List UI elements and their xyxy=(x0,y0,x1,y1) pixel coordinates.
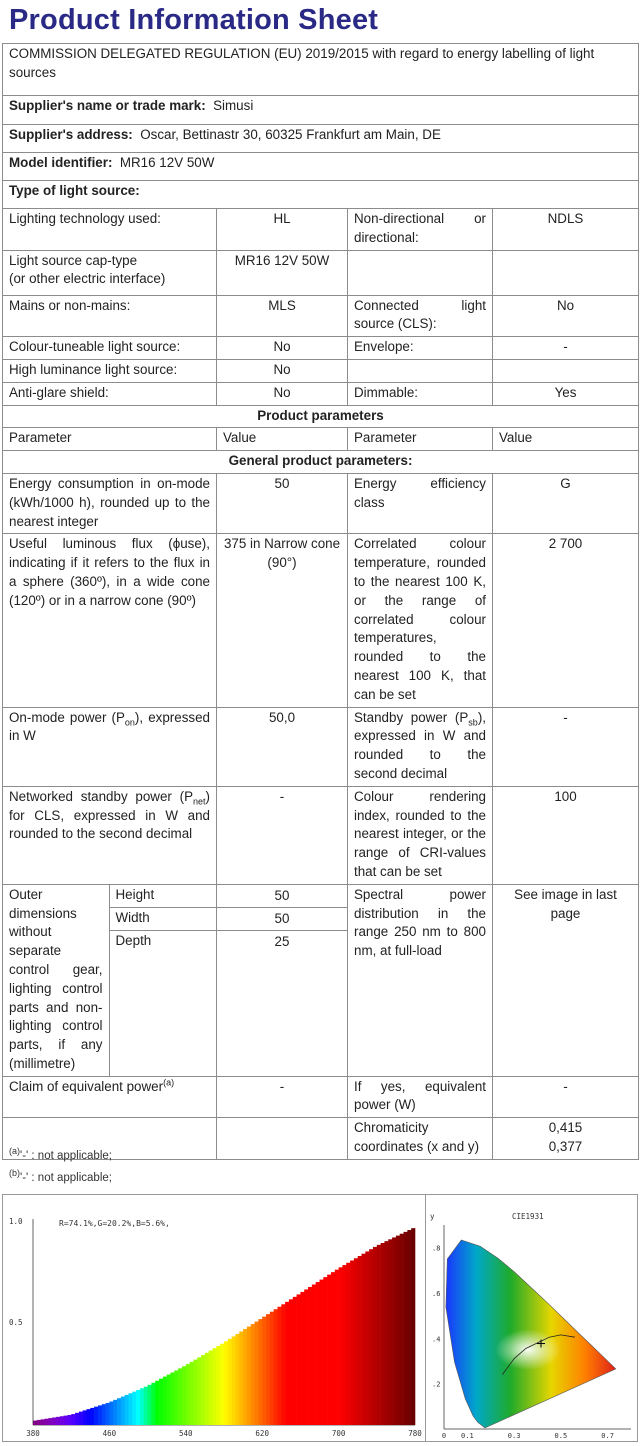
type-param: High luminance light source: xyxy=(3,359,217,382)
type-param: Dimmable: xyxy=(348,382,493,405)
product-parameters-header: Product parameters xyxy=(3,405,639,428)
spectrum-bar xyxy=(411,1228,415,1425)
spectrum-bar xyxy=(404,1232,408,1425)
type-value: No xyxy=(217,337,348,360)
spectrum-bar xyxy=(109,1402,113,1425)
model-row xyxy=(3,153,639,181)
type-value: HL xyxy=(217,209,348,251)
standby-power-value: - xyxy=(493,707,639,786)
spectrum-bar xyxy=(266,1314,270,1425)
spectrum-bar xyxy=(251,1324,255,1425)
spectrum-bar xyxy=(151,1383,155,1425)
spectrum-bar xyxy=(56,1417,60,1425)
equivalent-power-value: - xyxy=(493,1076,639,1118)
type-value: No xyxy=(493,295,639,337)
regulation-text: COMMISSION DELEGATED REGULATION (EU) 2019/2015 with regard to energy labelling of light sources xyxy=(3,44,639,96)
spectrum-bar xyxy=(106,1403,110,1425)
spectrum-bar xyxy=(132,1392,136,1425)
cie-white-region xyxy=(495,1329,560,1370)
spectrum-bar xyxy=(304,1289,308,1425)
spectrum-bar xyxy=(155,1381,159,1425)
spectrum-bar xyxy=(277,1307,281,1425)
chromaticity-label: Chromaticity coordinates (x and y) xyxy=(348,1118,493,1160)
equivalent-claim-sup: (a) xyxy=(163,1077,175,1088)
spectrum-bar xyxy=(136,1390,140,1425)
cri-label: Colour rendering index, rounded to the nearest integer, or the range of CRI-values that can be set xyxy=(348,786,493,884)
spectrum-bar xyxy=(44,1419,48,1425)
supplier-name-row xyxy=(3,96,639,125)
spectrum-bar xyxy=(190,1362,194,1425)
spectrum-bar xyxy=(41,1419,45,1425)
product-info-table xyxy=(2,43,639,1160)
spectrum-bar xyxy=(247,1327,251,1425)
spectrum-title: R=74.1%,G=20.2%,B=5.6%, xyxy=(59,1219,170,1228)
cie-y-tick: .4 xyxy=(432,1335,441,1344)
spectrum-bar xyxy=(216,1346,220,1425)
cie-y-tick: .2 xyxy=(432,1380,441,1389)
model-label: Model identifier: xyxy=(9,155,113,170)
spectrum-bar xyxy=(48,1418,52,1425)
height-label: Height xyxy=(109,885,216,908)
spectrum-bar xyxy=(262,1317,266,1425)
standby-power-label xyxy=(348,707,493,786)
general-parameters-header: General product parameters: xyxy=(3,451,639,474)
type-param xyxy=(348,359,493,382)
cie-x-tick: 0 xyxy=(441,1432,447,1440)
spectrum-bar xyxy=(255,1322,259,1425)
spectrum-bar xyxy=(373,1247,377,1425)
cie-x-tick: 0.5 xyxy=(554,1432,568,1440)
spectrum-bar xyxy=(407,1230,411,1425)
luminous-flux-label: Useful luminous flux (ϕuse), indicating if it refers to the flux in a sphere (360º), in a wide cone (120º) or in a narrow cone (90º) xyxy=(3,534,217,707)
type-header: Type of light source: xyxy=(3,181,639,209)
on-mode-power-text: ), expressed in W xyxy=(9,709,210,744)
spectrum-bar xyxy=(167,1375,171,1425)
spectrum-bar xyxy=(148,1385,152,1425)
type-value: MLS xyxy=(217,295,348,337)
outer-dimensions-cell xyxy=(3,884,217,1076)
depth-label: Depth xyxy=(115,932,152,948)
page-title: Product Information Sheet xyxy=(9,4,379,36)
type-value: - xyxy=(493,337,639,360)
on-mode-power-label xyxy=(3,707,217,786)
type-value xyxy=(493,250,639,295)
spectrum-bar xyxy=(377,1245,381,1425)
cie-x-ticks xyxy=(442,1432,614,1440)
spectrum-bar xyxy=(197,1357,201,1425)
spectrum-bar xyxy=(98,1405,102,1425)
col-header-value: Value xyxy=(493,428,639,451)
cap-type-sublabel: (or other electric interface) xyxy=(9,271,166,287)
spectrum-bar xyxy=(316,1282,320,1425)
spectrum-bar xyxy=(270,1312,274,1425)
standby-power-text: Standby power (P xyxy=(354,709,469,725)
type-value: No xyxy=(217,382,348,405)
cap-type-label: Light source cap-type xyxy=(9,252,138,268)
footnote-text: '-' : not applicable; xyxy=(20,1150,112,1162)
footnote-mark: (a) xyxy=(9,1146,20,1157)
width-value: 50 xyxy=(217,908,347,931)
spectrum-x-tick: 380 xyxy=(26,1429,40,1438)
type-param xyxy=(3,250,217,295)
spectrum-bar xyxy=(285,1302,289,1425)
spectrum-bar xyxy=(163,1377,167,1425)
spectrum-chart xyxy=(2,1194,427,1442)
equivalent-claim-value: - xyxy=(217,1076,348,1118)
type-value: Yes xyxy=(493,382,639,405)
supplier-address-label: Supplier's address: xyxy=(9,127,133,142)
cie-x-tick: 0.7 xyxy=(601,1432,614,1440)
spectrum-bar xyxy=(365,1251,369,1425)
spectrum-bar xyxy=(232,1336,236,1425)
spectrum-bar xyxy=(289,1299,293,1425)
cie-y-tick: .6 xyxy=(432,1290,441,1298)
depth-value: 25 xyxy=(274,933,290,949)
spectrum-bar xyxy=(94,1407,98,1425)
energy-class-value: G xyxy=(493,473,639,533)
spectrum-x-tick: 700 xyxy=(331,1429,346,1438)
footnote-text: '-' : not applicable; xyxy=(20,1172,112,1184)
networked-standby-sub: net xyxy=(193,796,206,807)
spectrum-bar xyxy=(159,1379,163,1425)
equivalent-claim-label xyxy=(3,1076,217,1118)
luminous-flux-value: 375 in Narrow cone (90°) xyxy=(217,534,348,707)
height-value: 50 xyxy=(217,885,347,908)
spectrum-bar xyxy=(113,1400,117,1425)
spectrum-x-tick: 460 xyxy=(102,1429,117,1438)
spectral-label: Spectral power distribution in the range 250 nm to 800 nm, at full-load xyxy=(348,884,493,1076)
supplier-address-row xyxy=(3,125,639,153)
spectrum-bar xyxy=(140,1388,144,1425)
cct-label: Correlated colour temperature, rounded to the nearest 100 K, or the range of correlated colour temperatures, rounded to the nearest 100 K, that can be set xyxy=(348,534,493,707)
networked-standby-label xyxy=(3,786,217,884)
spectrum-bar xyxy=(213,1348,217,1425)
type-param: Non-directional or directional: xyxy=(348,209,493,251)
spectrum-x-tick: 540 xyxy=(179,1429,193,1438)
model-value: MR16 12V 50W xyxy=(119,155,215,170)
spectrum-bar xyxy=(354,1258,358,1425)
spectrum-bar xyxy=(258,1319,262,1425)
spectrum-bar xyxy=(186,1364,190,1425)
outer-dimensions-subtable xyxy=(3,885,216,1076)
standby-power-text: ), expressed in W and rounded to the second decimal xyxy=(354,709,486,781)
footnote xyxy=(9,1145,112,1167)
spectrum-bar xyxy=(297,1294,301,1425)
footnotes xyxy=(9,1145,112,1189)
spectrum-bar xyxy=(90,1408,94,1425)
spectrum-bar xyxy=(193,1360,197,1425)
spectrum-bar xyxy=(75,1413,79,1425)
supplier-name-label: Supplier's name or trade mark: xyxy=(9,98,206,113)
spectrum-bar xyxy=(335,1270,339,1425)
spectrum-bar xyxy=(209,1351,213,1425)
spectrum-bar xyxy=(274,1309,278,1425)
spectrum-bar xyxy=(362,1254,366,1425)
energy-consumption-label: Energy consumption in on-mode (kWh/1000 h), rounded up to the nearest integer xyxy=(3,473,217,533)
type-param: Anti-glare shield: xyxy=(3,382,217,405)
spectrum-y-tick: 1.0 xyxy=(9,1217,23,1226)
type-param: Colour-tuneable light source: xyxy=(3,337,217,360)
cri-value: 100 xyxy=(493,786,639,884)
outer-dimensions-values xyxy=(217,884,348,1076)
cie-title: CIE1931 xyxy=(512,1212,544,1221)
spectrum-bar xyxy=(312,1285,316,1425)
spectrum-bar xyxy=(121,1397,125,1425)
networked-standby-text: ) for CLS, expressed in W and rounded to the second decimal xyxy=(9,788,210,842)
spectrum-bar xyxy=(331,1272,335,1425)
spectrum-bar xyxy=(400,1234,404,1425)
type-param: Connected light source (CLS): xyxy=(348,295,493,337)
spectrum-bar xyxy=(52,1417,56,1425)
standby-power-sub: sb xyxy=(468,717,478,728)
cie-x-tick: 0.3 xyxy=(507,1432,521,1440)
outer-dimensions-label: Outer dimensions without separate control gear, lighting control parts and non-lighting control parts, if any (millimetre) xyxy=(3,885,109,1076)
col-header-parameter: Parameter xyxy=(3,428,217,451)
spectrum-bar xyxy=(33,1421,37,1425)
spectrum-x-tick: 620 xyxy=(255,1429,269,1438)
cie-chart xyxy=(425,1194,638,1442)
spectrum-bar xyxy=(60,1416,64,1425)
spectrum-bar xyxy=(125,1395,129,1425)
spectrum-bar xyxy=(171,1372,175,1425)
type-param: Envelope: xyxy=(348,337,493,360)
cct-value: 2 700 xyxy=(493,534,639,707)
spectrum-bar xyxy=(346,1263,350,1425)
chromaticity-y: 0,377 xyxy=(548,1139,583,1155)
spectrum-bar xyxy=(71,1414,75,1425)
spectrum-bar xyxy=(220,1344,224,1425)
spectrum-bar xyxy=(224,1341,228,1425)
empty-cell xyxy=(217,1118,348,1160)
type-value: No xyxy=(217,359,348,382)
spectrum-bar xyxy=(235,1334,239,1425)
type-param xyxy=(348,250,493,295)
spectrum-y-tick: 0.5 xyxy=(9,1318,23,1327)
spectrum-bar xyxy=(205,1353,209,1425)
spectrum-x-tick: 780 xyxy=(408,1429,422,1438)
spectrum-bar xyxy=(102,1404,106,1425)
spectrum-bar xyxy=(129,1393,133,1425)
spectrum-bar xyxy=(174,1370,178,1425)
chromaticity-values xyxy=(493,1118,639,1160)
cie-svg xyxy=(426,1195,637,1441)
spectrum-bar xyxy=(323,1277,327,1425)
spectrum-bar xyxy=(358,1256,362,1425)
spectrum-bar xyxy=(384,1241,388,1425)
supplier-name-value: Simusi xyxy=(213,98,254,113)
spectrum-bar xyxy=(64,1416,68,1425)
spectrum-bar xyxy=(342,1265,346,1425)
cie-y-ticks xyxy=(432,1245,440,1389)
networked-standby-value: - xyxy=(217,786,348,884)
chromaticity-x: 0,415 xyxy=(548,1120,583,1136)
spectrum-bar xyxy=(392,1237,396,1425)
spectrum-bar xyxy=(281,1304,285,1425)
spectrum-bar xyxy=(300,1292,304,1425)
footnote-mark: (b) xyxy=(9,1168,20,1179)
spectrum-bar xyxy=(369,1249,373,1425)
type-param: Lighting technology used: xyxy=(3,209,217,251)
spectrum-bar xyxy=(243,1329,247,1425)
type-value: MR16 12V 50W xyxy=(217,250,348,295)
spectrum-bar xyxy=(79,1412,83,1425)
on-mode-power-sub: on xyxy=(124,717,135,728)
spectrum-bar xyxy=(350,1261,354,1425)
spectrum-bar xyxy=(178,1368,182,1425)
spectrum-bar xyxy=(83,1410,87,1425)
cie-y-tick: .8 xyxy=(432,1244,441,1253)
spectrum-bar xyxy=(37,1420,41,1425)
equivalent-power-label: If yes, equivalent power (W) xyxy=(348,1076,493,1118)
networked-standby-text: Networked standby power (P xyxy=(9,788,194,804)
spectrum-bar xyxy=(86,1409,90,1425)
spectrum-bar xyxy=(182,1366,186,1425)
equivalent-claim-text: Claim of equivalent power xyxy=(9,1078,164,1094)
spectrum-bar xyxy=(320,1280,324,1425)
spectrum-bar xyxy=(201,1355,205,1425)
type-value: NDLS xyxy=(493,209,639,251)
spectral-value: See image in last page xyxy=(493,884,639,1076)
on-mode-power-value: 50,0 xyxy=(217,707,348,786)
cie-ylabel: y xyxy=(430,1212,435,1221)
width-label: Width xyxy=(109,907,216,930)
spectrum-svg xyxy=(3,1195,426,1441)
col-header-value: Value xyxy=(217,428,348,451)
spectrum-bar xyxy=(381,1243,385,1425)
spectrum-bar xyxy=(308,1287,312,1425)
spectrum-bar xyxy=(239,1331,243,1425)
spectrum-bar xyxy=(67,1415,71,1425)
col-header-parameter: Parameter xyxy=(348,428,493,451)
footnote xyxy=(9,1167,112,1189)
type-value xyxy=(493,359,639,382)
spectrum-bar xyxy=(228,1339,232,1425)
spectrum-bar xyxy=(327,1275,331,1425)
spectrum-bar xyxy=(117,1398,121,1425)
spectrum-bar xyxy=(293,1297,297,1425)
spectrum-bar xyxy=(339,1267,343,1425)
spectrum-bar xyxy=(396,1236,400,1425)
spectrum-x-ticks xyxy=(26,1429,422,1438)
spectrum-bar xyxy=(144,1387,148,1425)
type-param: Mains or non-mains: xyxy=(3,295,217,337)
supplier-address-value: Oscar, Bettinastr 30, 60325 Frankfurt am Main, DE xyxy=(140,127,441,142)
cie-x-tick: 0.1 xyxy=(461,1432,474,1440)
spectrum-bars xyxy=(33,1228,415,1425)
energy-class-label: Energy efficiency class xyxy=(348,473,493,533)
on-mode-power-text: On-mode power (P xyxy=(9,709,125,725)
energy-consumption-value: 50 xyxy=(217,473,348,533)
spectrum-bar xyxy=(388,1239,392,1425)
